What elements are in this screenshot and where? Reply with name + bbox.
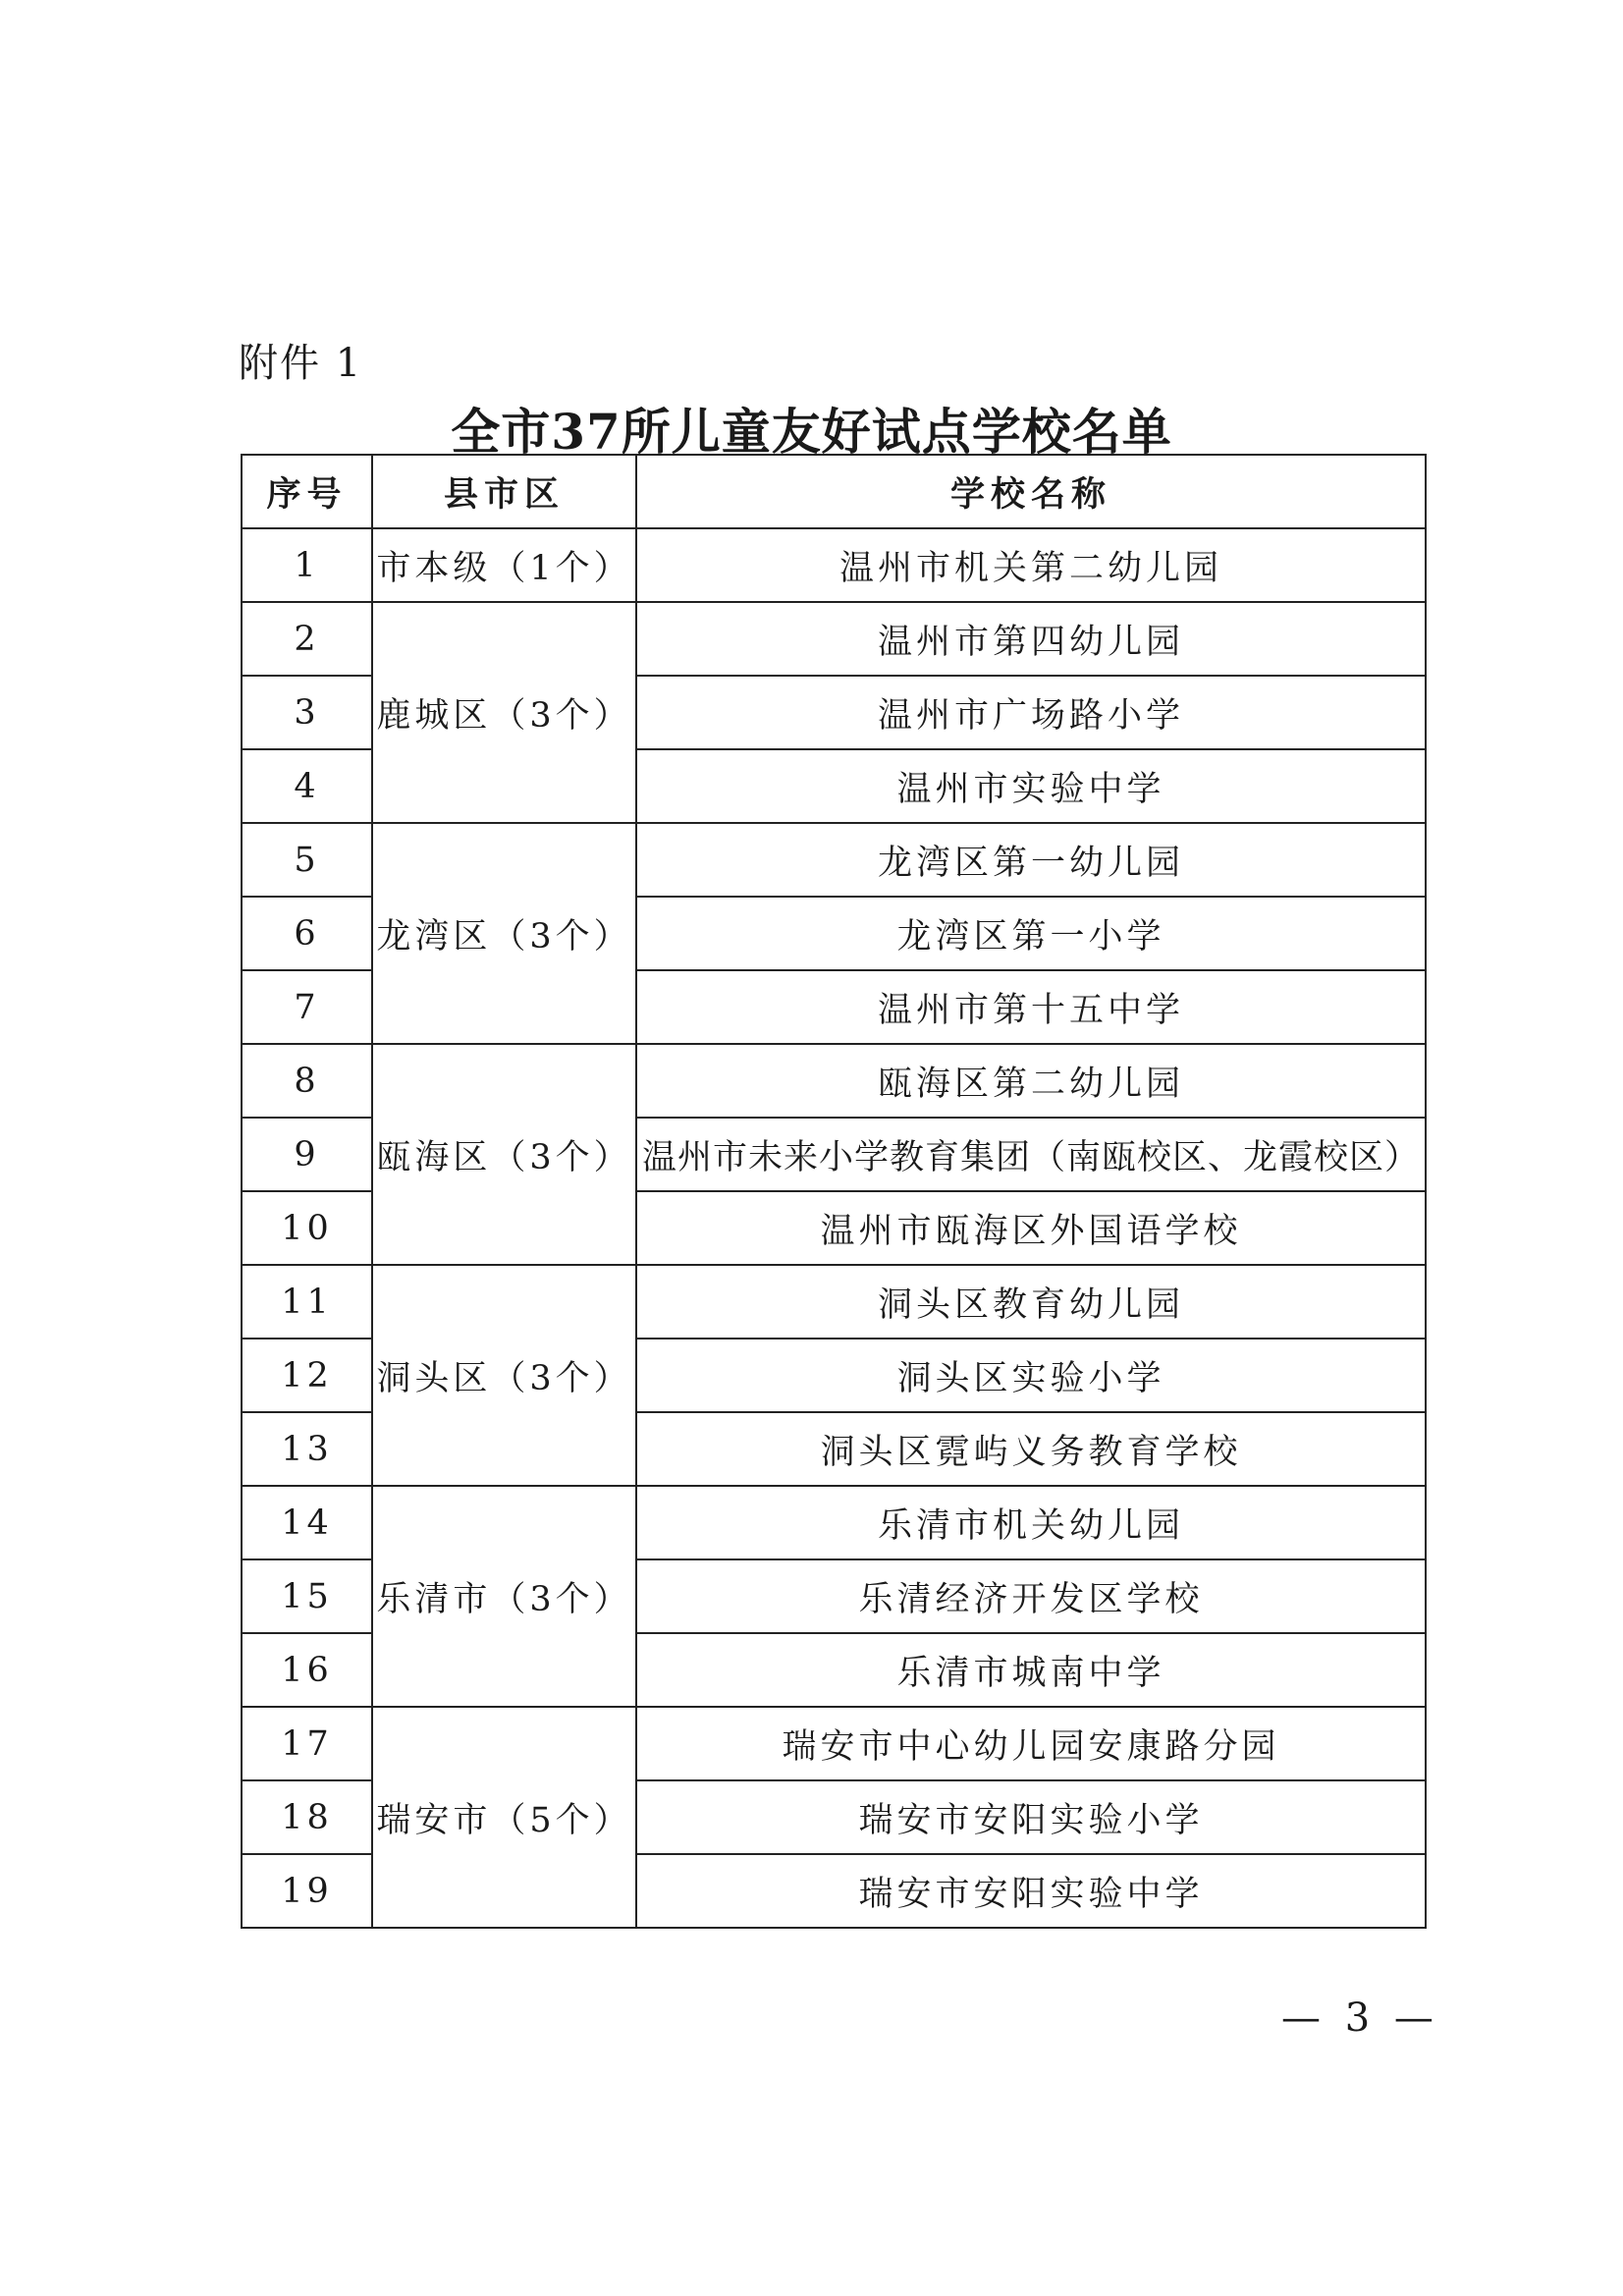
attachment-label: 附件 1 [239, 341, 363, 386]
row-number: 1 [242, 528, 372, 602]
table-body [242, 528, 1426, 1928]
row-number: 16 [242, 1633, 372, 1707]
table-row [242, 823, 1426, 897]
district-cell: 市本级（1个） [372, 528, 636, 602]
header-no: 序号 [242, 455, 372, 528]
table-row [242, 602, 1426, 676]
school-name-cell: 温州市第十五中学 [636, 970, 1426, 1044]
school-name-cell: 乐清市城南中学 [636, 1633, 1426, 1707]
school-name-cell: 龙湾区第一幼儿园 [636, 823, 1426, 897]
school-name-cell: 瑞安市中心幼儿园安康路分园 [636, 1707, 1426, 1780]
row-number: 5 [242, 823, 372, 897]
header-district: 县市区 [372, 455, 636, 528]
row-number: 11 [242, 1265, 372, 1339]
row-number: 17 [242, 1707, 372, 1780]
row-number: 19 [242, 1854, 372, 1928]
row-number: 13 [242, 1412, 372, 1486]
row-number: 12 [242, 1339, 372, 1412]
school-name-cell: 洞头区教育幼儿园 [636, 1265, 1426, 1339]
district-cell: 鹿城区（3个） [372, 602, 636, 823]
district-cell: 龙湾区（3个） [372, 823, 636, 1044]
district-cell: 乐清市（3个） [372, 1486, 636, 1707]
school-name-cell: 温州市广场路小学 [636, 676, 1426, 749]
school-name-cell: 温州市实验中学 [636, 749, 1426, 823]
table-row [242, 1486, 1426, 1559]
header-school-name: 学校名称 [636, 455, 1426, 528]
district-cell: 瓯海区（3个） [372, 1044, 636, 1265]
row-number: 15 [242, 1559, 372, 1633]
school-name-cell: 瓯海区第二幼儿园 [636, 1044, 1426, 1118]
school-name-cell: 乐清市机关幼儿园 [636, 1486, 1426, 1559]
page-number: — 3 — [1281, 1995, 1439, 2041]
row-number: 7 [242, 970, 372, 1044]
school-name-cell: 瑞安市安阳实验小学 [636, 1780, 1426, 1854]
row-number: 9 [242, 1118, 372, 1191]
school-name-cell: 龙湾区第一小学 [636, 897, 1426, 970]
table-row [242, 1707, 1426, 1780]
school-name-cell: 温州市机关第二幼儿园 [636, 528, 1426, 602]
table-row [242, 1044, 1426, 1118]
school-name-cell: 洞头区实验小学 [636, 1339, 1426, 1412]
school-name-cell: 乐清经济开发区学校 [636, 1559, 1426, 1633]
row-number: 2 [242, 602, 372, 676]
school-list-table [241, 454, 1427, 1929]
table-row [242, 528, 1426, 602]
school-name-cell: 瑞安市安阳实验中学 [636, 1854, 1426, 1928]
school-name-cell: 温州市第四幼儿园 [636, 602, 1426, 676]
row-number: 3 [242, 676, 372, 749]
row-number: 14 [242, 1486, 372, 1559]
row-number: 6 [242, 897, 372, 970]
row-number: 4 [242, 749, 372, 823]
document-title: 全市37所儿童友好试点学校名单 [451, 403, 1172, 461]
school-name-cell: 洞头区霓屿义务教育学校 [636, 1412, 1426, 1486]
district-cell: 洞头区（3个） [372, 1265, 636, 1486]
table-header-row [242, 455, 1426, 528]
row-number: 10 [242, 1191, 372, 1265]
school-name-cell: 温州市瓯海区外国语学校 [636, 1191, 1426, 1265]
district-cell: 瑞安市（5个） [372, 1707, 636, 1928]
row-number: 8 [242, 1044, 372, 1118]
school-name-cell: 温州市未来小学教育集团（南瓯校区、龙霞校区） [636, 1118, 1426, 1191]
table-row [242, 1265, 1426, 1339]
row-number: 18 [242, 1780, 372, 1854]
